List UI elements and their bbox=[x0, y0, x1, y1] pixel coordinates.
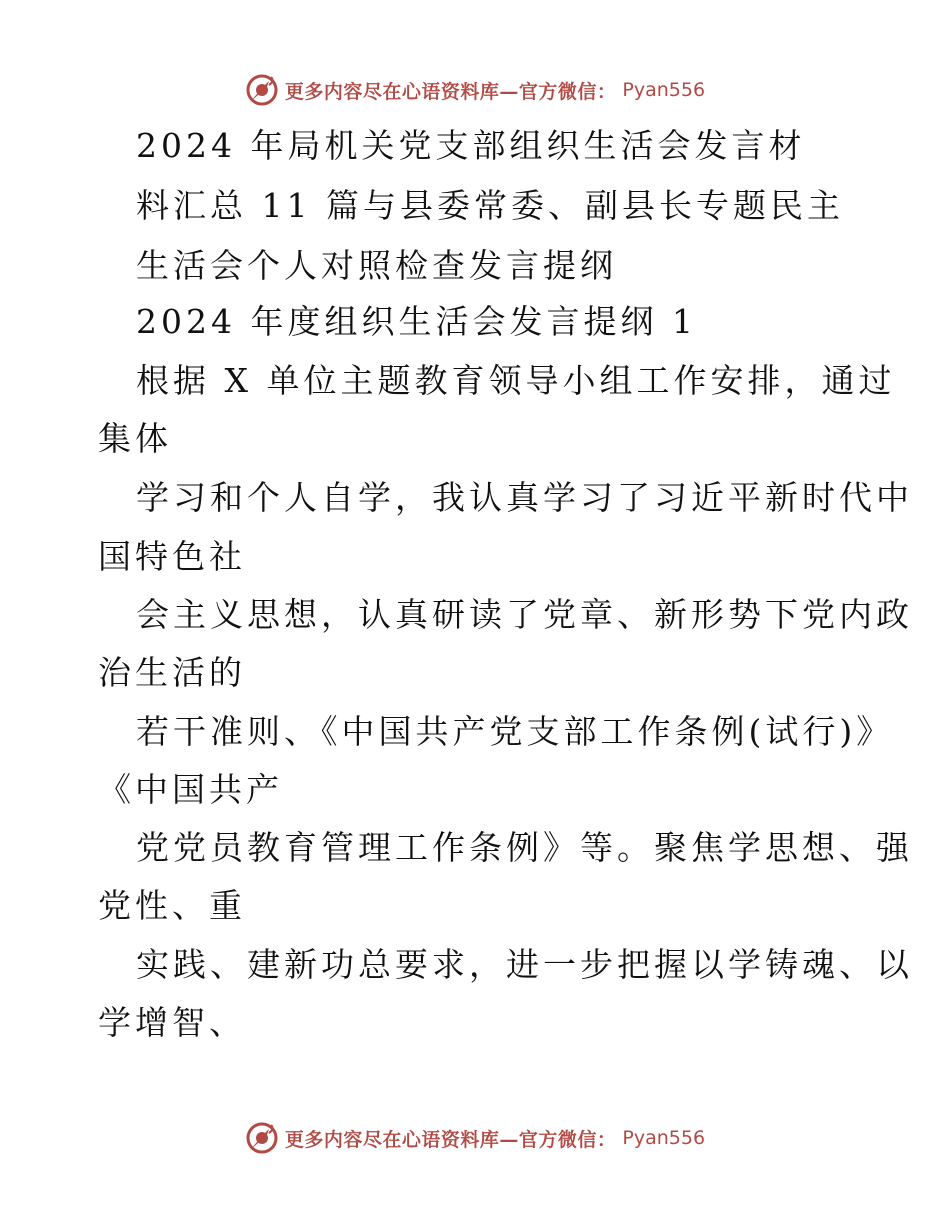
text-line: 《中国共产 bbox=[98, 770, 283, 809]
watermark-text: 更多内容尽在心语资料库—官方微信： bbox=[284, 80, 617, 103]
text-line: 治生活的 bbox=[98, 653, 246, 692]
text-line: 若干准则、《中国共产党支部工作条例(试行)》 bbox=[136, 712, 894, 751]
text-line: 集体 bbox=[98, 419, 172, 458]
header-watermark bbox=[0, 70, 950, 110]
text-line: 国特色社 bbox=[98, 537, 246, 576]
text-line: 实践、建新功总要求，进一步把握以学铸魂、以 bbox=[136, 945, 913, 984]
text-line: 党性、重 bbox=[98, 886, 246, 925]
text-line: 学习和个人自学，我认真学习了习近平新时代中 bbox=[136, 478, 913, 517]
quill-seal-icon bbox=[245, 1121, 279, 1155]
text-line: 料汇总 11 篇与县委常委、副县长专题民主 bbox=[136, 186, 844, 225]
text-line: 学增智、 bbox=[98, 1003, 246, 1042]
text-line: 生活会个人对照检查发言提纲 bbox=[136, 246, 617, 285]
text-line: 党党员教育管理工作条例》等。聚焦学思想、强 bbox=[136, 828, 913, 867]
text-line: 根据 X 单位主题教育领导小组工作安排，通过 bbox=[136, 361, 896, 400]
text-line: 2024 年度组织生活会发言提纲 1 bbox=[136, 302, 697, 341]
quill-seal-icon bbox=[245, 73, 279, 107]
text-line: 会主义思想，认真研读了党章、新形势下党内政 bbox=[136, 595, 913, 634]
footer-watermark bbox=[0, 1118, 950, 1158]
watermark-id: Pyan556 bbox=[622, 1127, 706, 1149]
watermark-id: Pyan556 bbox=[622, 79, 706, 101]
watermark-text: 更多内容尽在心语资料库—官方微信： bbox=[284, 1128, 617, 1151]
text-line: 2024 年局机关党支部组织生活会发言材 bbox=[136, 126, 806, 165]
